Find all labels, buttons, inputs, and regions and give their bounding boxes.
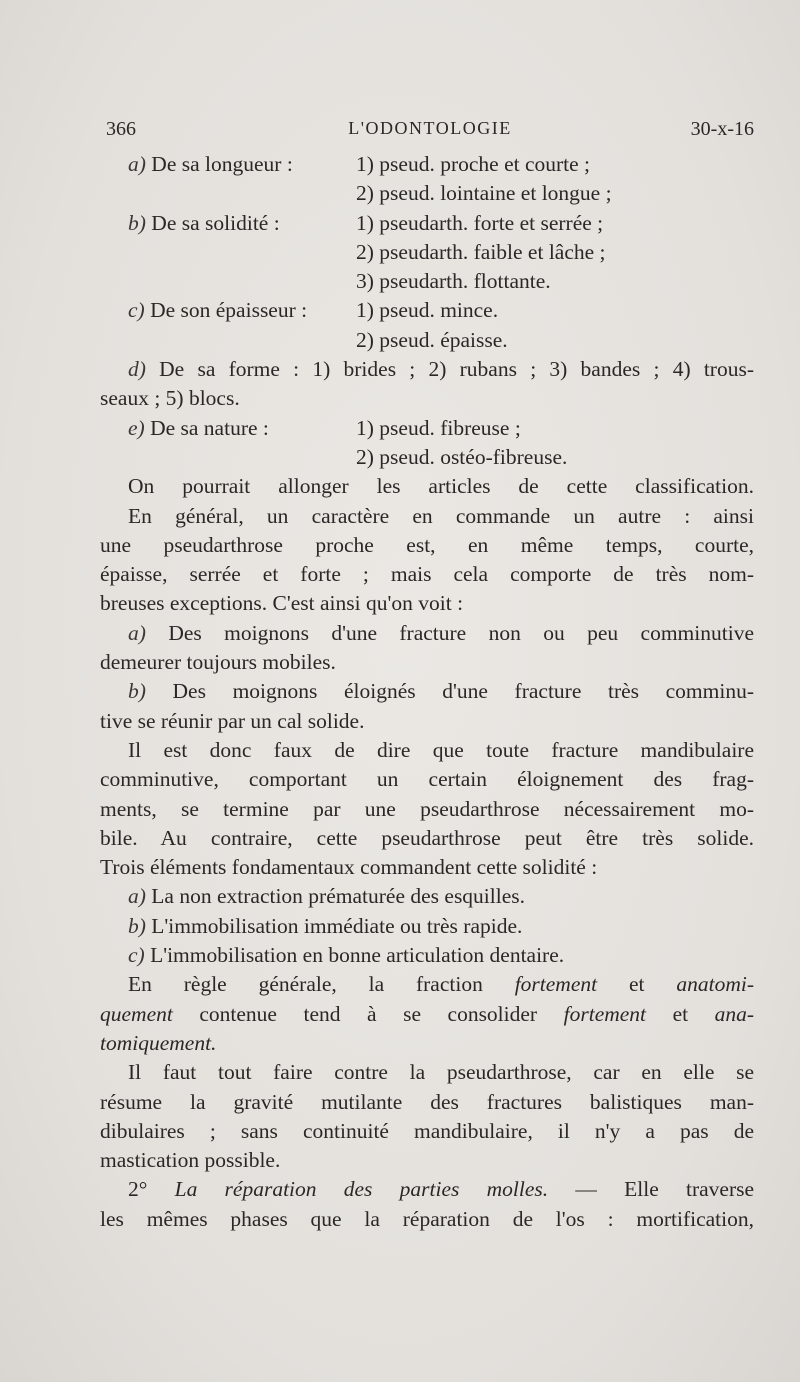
classification-b: b) De sa solidité : 1) pseudarth. forte et serrée ; <box>128 210 604 235</box>
classification-e: e) De sa nature : 1) pseud. fibreuse ; <box>128 415 521 440</box>
page-body: a) De sa longueur : 1) pseud. proche et courte ; 2) pseud. lointaine et longue ; b) De sa solidité : 1) pseudarth. forte et serrée ; 2) pseudarth. faible et lâche ; 3) pseudarth. flottante. c) De son épaisseur : 1) pseud. mince. 2) pseud. épaisse. d) De sa forme : 1) brides ; 2) rubans ; 3) bandes ; 4) trous- seaux ; 5) blocs. e) De sa nature : 1) pseud. fibreuse ; 2) pseud. ostéo-fibreuse. On pourrait allonger les articles de cette classification. En général, un caractère en commande un autre : ainsi une pseudarthrose proche est, en même temps, courte, épaisse, serrée et forte ; mais cela comporte de très nom- breuses exceptions. C'est ainsi qu'on voit : a) Des moignons d'une fracture non ou peu comminutive demeurer toujours mobiles. b) Des moignons éloignés d'une fracture très comminu- tive se réunir par un cal solide. Il est donc faux de dire que toute fracture mandibulaire comminutive, comportant un certain éloignement des frag- ments, se termine par une pseudarthrose nécessairement mo- bile. Au contraire, cette pseudarthrose peut être très solide. Trois éléments fondamentaux commandent cette solidité : a) La non extraction prématurée des esquilles. b) L'immobilisation immédiate ou très rapide. c) L'immobilisation en bonne articulation dentaire. En règle générale, la fraction fortement et anatomi- quement contenue tend à se consolider fortement et ana- tomiquement. Il faut tout faire contre la pseudarthrose, car en elle se résume la gravité mutilante des fractures balistiques man- dibulaires ; sans continuité mandibulaire, il n'y a pas de mastication possible. 2° La réparation des parties molles. — Elle traverse les mêmes phases que la réparation de l'os : mortification, <box>100 150 754 1234</box>
list-item-a: a) Des moignons d'une fracture non ou peu comminutive demeurer toujours mobiles. <box>100 620 754 675</box>
element-list <box>100 882 754 970</box>
paragraph-2: En général, un caractère en commande un autre : ainsi une pseudarthrose proche est, en même temps, courte, épaisse, serrée et forte ; mais cela comporte de très nom- breuses exceptions. C'est ainsi qu'on voit : <box>100 503 754 616</box>
classification-a: a) De sa longueur : 1) pseud. proche et courte ; <box>128 152 591 176</box>
paragraph-4: En règle générale, la fraction fortement et anatomi- quement contenue tend à se consolider fortement et ana- tomiquement. <box>100 972 754 1055</box>
element-a: a) La non extraction prématurée des esquilles. <box>128 884 526 909</box>
paragraph-6: 2° La réparation des parties molles. — Elle traverse les mêmes phases que la réparation de l'os : mortification, <box>100 1177 754 1231</box>
paragraph-5: Il faut tout faire contre la pseudarthrose, car en elle se résume la gravité mutilante des fractures balistiques man- dibulaires ; sans continuité mandibulaire, il n'y a pas de mastication possible. <box>100 1060 754 1173</box>
page-number: 366 <box>106 118 136 140</box>
element-b: b) L'immobilisation immédiate ou très rapide. <box>128 913 523 938</box>
paragraph-3: Il est donc faux de dire que toute fracture mandibulaire comminutive, comportant un certain éloignement des frag- ments, se termine par une pseudarthrose nécessairement mo- bile. Au contraire, cette pseudarthrose peut être très solide. Trois éléments fondamentaux commandent cette solidité : <box>100 737 754 880</box>
classification-d: d) De sa forme : 1) brides ; 2) rubans ; 3) bandes ; 4) trous- <box>128 357 754 382</box>
paragraph-1: On pourrait allonger les articles de cette classification. <box>128 474 754 499</box>
section-title: La réparation des parties molles. <box>174 1177 549 1202</box>
running-title: L'ODONTOLOGIE <box>348 118 512 138</box>
element-c: c) L'immobilisation en bonne articulation dentaire. <box>128 943 565 968</box>
running-header <box>106 118 754 148</box>
header-date: 30-x-16 <box>690 118 754 140</box>
classification-c: c) De son épaisseur : 1) pseud. mince. <box>128 298 499 323</box>
list-item-b: b) Des moignons éloignés d'une fracture très comminu- tive se réunir par un cal solide. <box>100 679 754 733</box>
